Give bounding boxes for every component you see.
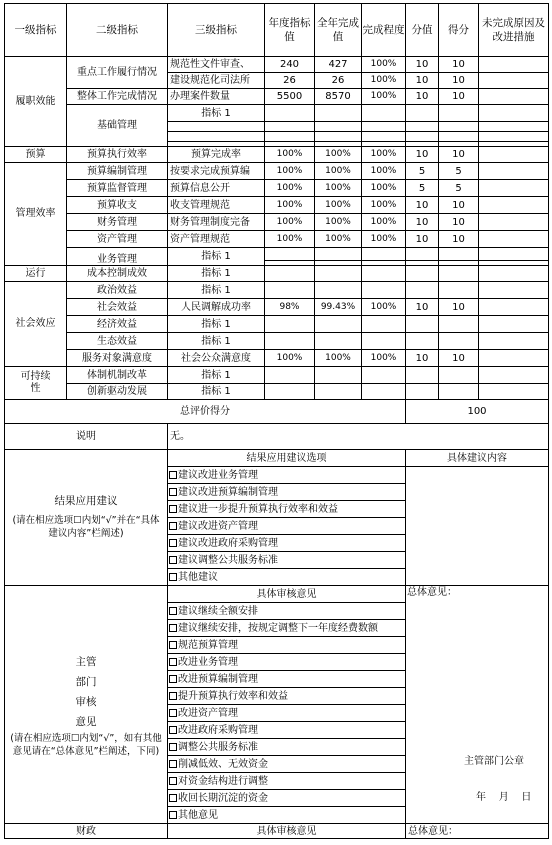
option-label: 其他意见 xyxy=(178,809,218,821)
option-label: 调整公共服务标准 xyxy=(178,741,258,753)
header-level2: 二级指标 xyxy=(67,4,168,57)
dept-review-note: (请在相应选项☐内划“√”，如有其他意见请在“总体意见”栏阐述，下同) xyxy=(10,732,162,757)
option-label: 收回长期沉淀的资金 xyxy=(178,792,268,804)
value-cell: 10 xyxy=(406,89,439,105)
checkbox-icon[interactable] xyxy=(169,641,177,649)
table-row xyxy=(5,163,549,180)
target-cell: 5500 xyxy=(265,89,315,105)
finance-overall-label: 总体意见： xyxy=(406,824,549,839)
actual-cell: 100% xyxy=(315,147,362,163)
degree-cell: 100% xyxy=(362,197,406,214)
category-operation: 运行 xyxy=(5,266,67,282)
level3-cell: 资产管理规范 xyxy=(168,231,265,248)
dept-option[interactable] xyxy=(168,603,406,620)
value-cell: 10 xyxy=(406,147,439,163)
total-value: 100 xyxy=(406,400,549,424)
level3-cell: 指标 1 xyxy=(168,105,265,122)
score-cell: 10 xyxy=(439,73,479,89)
level3-cell: 指标 1 xyxy=(168,248,265,266)
dept-option[interactable] xyxy=(168,790,406,807)
table-row xyxy=(5,89,549,105)
dept-option[interactable] xyxy=(168,654,406,671)
dept-option[interactable] xyxy=(168,705,406,722)
level2-cell: 体制机制改革 xyxy=(67,367,168,384)
result-option[interactable] xyxy=(168,484,406,501)
value-cell: 5 xyxy=(406,163,439,180)
option-label: 建议继续安排，按规定调整下一年度经费数额 xyxy=(178,622,378,634)
option-label: 改进政府采购管理 xyxy=(178,724,258,736)
value-cell: 10 xyxy=(406,231,439,248)
header-measures: 未完成原因及改进措施 xyxy=(479,4,549,57)
level2-cell: 业务管理 xyxy=(67,248,168,266)
dept-option[interactable] xyxy=(168,807,406,824)
score-cell: 5 xyxy=(439,180,479,197)
dept-option[interactable] xyxy=(168,637,406,654)
target-cell: 100% xyxy=(265,180,315,197)
level2-cell: 经济效益 xyxy=(67,316,168,333)
dept-option[interactable] xyxy=(168,671,406,688)
table-row xyxy=(5,147,549,163)
dept-option[interactable] xyxy=(168,722,406,739)
level2-cell: 生态效益 xyxy=(67,333,168,350)
level3-cell: 办理案件数量 xyxy=(168,89,265,105)
measures-cell xyxy=(479,89,549,105)
checkbox-icon[interactable] xyxy=(169,556,177,564)
checkbox-icon[interactable] xyxy=(169,709,177,717)
score-cell: 10 xyxy=(439,214,479,231)
option-label: 建议进一步提升预算执行效率和效益 xyxy=(178,503,338,515)
checkbox-icon[interactable] xyxy=(169,573,177,581)
dept-date-label: 年 月 日 xyxy=(476,792,532,803)
option-label: 改进资产管理 xyxy=(178,707,238,719)
checkbox-icon[interactable] xyxy=(169,726,177,734)
target-cell: 26 xyxy=(265,73,315,89)
degree-cell: 100% xyxy=(362,73,406,89)
table-row xyxy=(5,214,549,231)
table-row xyxy=(5,248,549,261)
dept-review-label-line: 意见 xyxy=(75,715,97,728)
level3-cell: 指标 1 xyxy=(168,384,265,400)
actual-cell: 100% xyxy=(315,180,362,197)
table-row xyxy=(5,57,549,73)
measures-cell xyxy=(479,57,549,73)
dept-review-label xyxy=(5,586,168,824)
measures-cell xyxy=(479,231,549,248)
level3-cell: 指标 1 xyxy=(168,333,265,350)
dept-option[interactable] xyxy=(168,688,406,705)
target-cell: 100% xyxy=(265,147,315,163)
remarks-value: 无。 xyxy=(168,424,549,450)
level3-cell: 规范性文件审查、 xyxy=(168,57,265,73)
level3-cell: 指标 1 xyxy=(168,266,265,282)
degree-cell: 100% xyxy=(362,214,406,231)
level3-cell: 社会公众满意度 xyxy=(168,350,265,367)
level2-cell: 创新驱动发展 xyxy=(67,384,168,400)
level2-cell: 资产管理 xyxy=(67,231,168,248)
checkbox-icon[interactable] xyxy=(169,505,177,513)
category-management: 管理效率 xyxy=(5,163,67,266)
result-content-header: 具体建议内容 xyxy=(406,450,549,467)
value-cell: 10 xyxy=(406,197,439,214)
score-cell: 5 xyxy=(439,163,479,180)
table-row xyxy=(5,197,549,214)
dept-options-header: 具体审核意见 xyxy=(168,586,406,603)
header-score: 得分 xyxy=(439,4,479,57)
table-row xyxy=(5,299,549,316)
header-degree: 完成程度 xyxy=(362,4,406,57)
target-cell: 100% xyxy=(265,163,315,180)
dept-review-header-row xyxy=(5,586,549,603)
table-row xyxy=(5,350,549,367)
dept-review-label-line: 主管 xyxy=(75,655,97,668)
result-option[interactable] xyxy=(168,552,406,569)
option-label: 对资金结构进行调整 xyxy=(178,775,268,787)
checkbox-icon[interactable] xyxy=(169,777,177,785)
result-application-note: (请在相应选项☐内划“√”并在“具体建议内容”栏阐述) xyxy=(12,515,160,539)
actual-cell: 99.43% xyxy=(315,299,362,316)
measures-cell xyxy=(479,197,549,214)
checkbox-icon[interactable] xyxy=(169,794,177,802)
measures-cell xyxy=(479,214,549,231)
target-cell: 100% xyxy=(265,214,315,231)
dept-option[interactable] xyxy=(168,756,406,773)
option-label: 提升预算执行效率和效益 xyxy=(178,690,288,702)
actual-cell: 8570 xyxy=(315,89,362,105)
score-cell: 10 xyxy=(439,299,479,316)
degree-cell: 100% xyxy=(362,57,406,73)
table-row xyxy=(5,266,549,282)
result-option[interactable] xyxy=(168,501,406,518)
level3-cell: 指标 1 xyxy=(168,282,265,299)
measures-cell xyxy=(479,350,549,367)
checkbox-icon[interactable] xyxy=(169,488,177,496)
actual-cell: 427 xyxy=(315,57,362,73)
total-label: 总评价得分 xyxy=(5,400,406,424)
checkbox-icon[interactable] xyxy=(169,760,177,768)
finance-row xyxy=(5,824,549,839)
level2-cell: 基础管理 xyxy=(67,105,168,147)
target-cell: 100% xyxy=(265,197,315,214)
result-header-row xyxy=(5,450,549,467)
option-label: 规范预算管理 xyxy=(178,639,238,651)
checkbox-icon[interactable] xyxy=(169,471,177,479)
result-application-title: 结果应用建议 xyxy=(54,495,118,507)
remarks-row xyxy=(5,424,549,450)
result-option[interactable] xyxy=(168,467,406,484)
table-row xyxy=(5,384,549,400)
value-cell: 5 xyxy=(406,180,439,197)
header-row xyxy=(5,4,549,57)
checkbox-icon[interactable] xyxy=(169,624,177,632)
header-annual-target: 年度指标值 xyxy=(265,4,315,57)
actual-cell: 100% xyxy=(315,214,362,231)
option-label: 建议改进业务管理 xyxy=(178,469,258,481)
total-row xyxy=(5,400,549,424)
checkbox-icon[interactable] xyxy=(169,607,177,615)
level3-cell: 预算信息公开 xyxy=(168,180,265,197)
remarks-label: 说明 xyxy=(5,424,168,450)
level2-cell: 整体工作完成情况 xyxy=(67,89,168,105)
level2-cell: 成本控制成效 xyxy=(67,266,168,282)
checkbox-icon[interactable] xyxy=(169,539,177,547)
measures-cell xyxy=(479,147,549,163)
header-level1: 一级指标 xyxy=(5,4,67,57)
score-cell: 10 xyxy=(439,147,479,163)
option-label: 改进预算编制管理 xyxy=(178,673,258,685)
value-cell: 10 xyxy=(406,299,439,316)
header-actual: 全年完成值 xyxy=(315,4,362,57)
target-cell: 240 xyxy=(265,57,315,73)
dept-review-label-line: 审核 xyxy=(75,695,97,708)
degree-cell: 100% xyxy=(362,299,406,316)
option-label: 其他建议 xyxy=(178,571,218,583)
score-cell: 10 xyxy=(439,57,479,73)
checkbox-icon[interactable] xyxy=(169,811,177,819)
level2-cell: 预算收支 xyxy=(67,197,168,214)
header-level3: 三级指标 xyxy=(168,4,265,57)
table-row xyxy=(5,333,549,350)
score-cell: 10 xyxy=(439,350,479,367)
checkbox-icon[interactable] xyxy=(169,522,177,530)
degree-cell: 100% xyxy=(362,231,406,248)
level3-cell: 按要求完成预算编 xyxy=(168,163,265,180)
measures-cell xyxy=(479,299,549,316)
degree-cell: 100% xyxy=(362,350,406,367)
dept-option[interactable] xyxy=(168,620,406,637)
score-cell: 10 xyxy=(439,197,479,214)
level2-cell: 社会效益 xyxy=(67,299,168,316)
level3-cell: 指标 1 xyxy=(168,367,265,384)
checkbox-icon[interactable] xyxy=(169,658,177,666)
target-cell: 100% xyxy=(265,350,315,367)
level3-cell: 建设规范化司法所 xyxy=(168,73,265,89)
option-label: 建议调整公共服务标准 xyxy=(178,554,278,566)
result-option[interactable] xyxy=(168,518,406,535)
option-label: 改进业务管理 xyxy=(178,656,238,668)
table-row xyxy=(5,282,549,299)
level2-cell: 政治效益 xyxy=(67,282,168,299)
measures-cell xyxy=(479,73,549,89)
header-score-value: 分值 xyxy=(406,4,439,57)
finance-label: 财政 xyxy=(5,824,168,839)
actual-cell: 100% xyxy=(315,163,362,180)
checkbox-icon[interactable] xyxy=(169,675,177,683)
actual-cell: 100% xyxy=(315,231,362,248)
actual-cell: 100% xyxy=(315,197,362,214)
value-cell: 10 xyxy=(406,73,439,89)
level2-cell: 服务对象满意度 xyxy=(67,350,168,367)
value-cell: 10 xyxy=(406,214,439,231)
result-application-label xyxy=(5,450,168,586)
table-row xyxy=(5,367,549,384)
result-option[interactable] xyxy=(168,569,406,586)
measures-cell xyxy=(479,180,549,197)
degree-cell: 100% xyxy=(362,163,406,180)
category-social: 社会效应 xyxy=(5,282,67,367)
degree-cell: 100% xyxy=(362,147,406,163)
level3-cell: 财务管理制度完备 xyxy=(168,214,265,231)
target-cell: 98% xyxy=(265,299,315,316)
option-label: 削减低效、无效资金 xyxy=(178,758,268,770)
degree-cell: 100% xyxy=(362,89,406,105)
target-cell: 100% xyxy=(265,231,315,248)
level3-cell: 收支管理规范 xyxy=(168,197,265,214)
dept-overall-cell[interactable] xyxy=(406,586,549,824)
option-label: 建议改进资产管理 xyxy=(178,520,258,532)
score-cell: 10 xyxy=(439,89,479,105)
option-label: 建议继续全额安排 xyxy=(178,605,258,617)
level2-cell: 重点工作履行情况 xyxy=(67,57,168,89)
level2-cell: 预算监督管理 xyxy=(67,180,168,197)
actual-cell: 100% xyxy=(315,350,362,367)
table-row xyxy=(5,105,549,122)
dept-overall-label: 总体意见： xyxy=(407,587,457,598)
category-performance: 履职效能 xyxy=(5,57,67,147)
level3-cell: 人民调解成功率 xyxy=(168,299,265,316)
level2-cell: 预算执行效率 xyxy=(67,147,168,163)
dept-option[interactable] xyxy=(168,739,406,756)
level3-cell: 预算完成率 xyxy=(168,147,265,163)
level3-cell: 指标 1 xyxy=(168,316,265,333)
level2-cell: 预算编制管理 xyxy=(67,163,168,180)
measures-cell xyxy=(479,163,549,180)
value-cell: 10 xyxy=(406,350,439,367)
result-options-header: 结果应用建议选项 xyxy=(168,450,406,467)
score-cell: 10 xyxy=(439,231,479,248)
checkbox-icon[interactable] xyxy=(169,692,177,700)
checkbox-icon[interactable] xyxy=(169,743,177,751)
level2-cell: 财务管理 xyxy=(67,214,168,231)
result-content-cell[interactable] xyxy=(406,467,549,586)
table-row xyxy=(5,316,549,333)
category-budget: 预算 xyxy=(5,147,67,163)
dept-option[interactable] xyxy=(168,773,406,790)
value-cell: 10 xyxy=(406,57,439,73)
finance-options-header: 具体审核意见 xyxy=(168,824,406,839)
degree-cell: 100% xyxy=(362,180,406,197)
dept-seal-label: 主管部门公章 xyxy=(464,756,524,767)
option-label: 建议改进预算编制管理 xyxy=(178,486,278,498)
category-sustainability: 可持续性 xyxy=(5,367,67,400)
table-row xyxy=(5,180,549,197)
dept-review-label-line: 部门 xyxy=(75,675,97,688)
actual-cell: 26 xyxy=(315,73,362,89)
result-option[interactable] xyxy=(168,535,406,552)
evaluation-table xyxy=(4,3,549,839)
option-label: 建议改进政府采购管理 xyxy=(178,537,278,549)
table-row xyxy=(5,231,549,248)
